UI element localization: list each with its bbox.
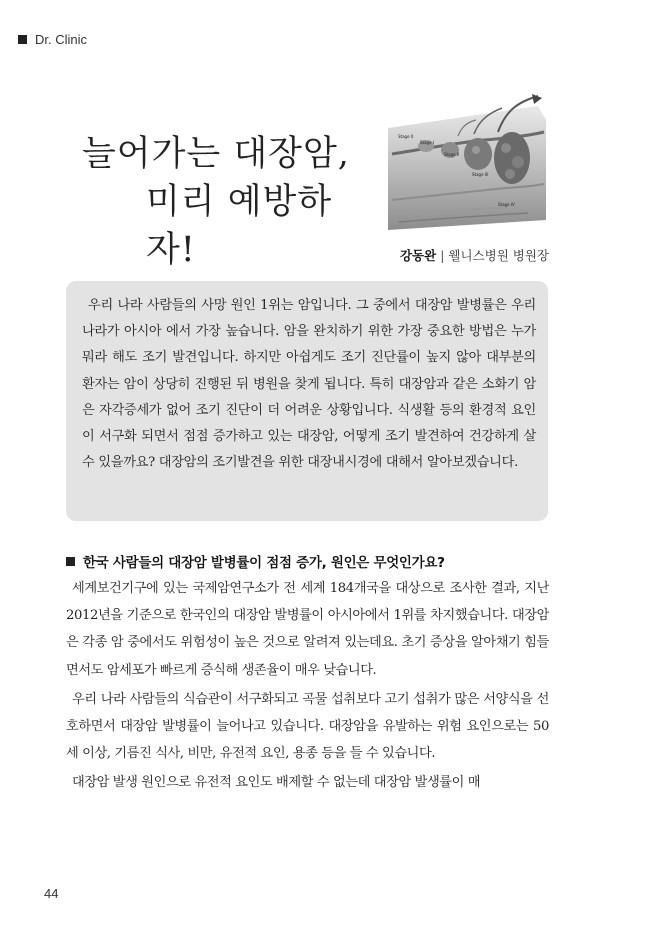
stage-2-label: Stage II: [444, 152, 460, 157]
author-name: 강동완: [399, 248, 437, 263]
article-body: [66, 575, 549, 799]
author-separator: |: [440, 248, 445, 263]
page-number: 44: [44, 886, 59, 901]
stage-3-label: Stage III: [472, 172, 489, 177]
title-line-1: 늘어가는 대장암,: [82, 134, 350, 174]
title-line-2: 미리 예방하자!: [146, 182, 333, 270]
section-heading-text: 한국 사람들의 대장암 발병률이 점점 증가, 원인은 무엇인가요?: [83, 555, 445, 571]
colon-cancer-illustration: [388, 92, 546, 232]
paragraph: 우리 나라 사람들의 식습관이 서구화되고 곡물 섭취보다 고기 섭취가 많은 서양식을 선호하면서 대장암 발병률이 늘어나고 있습니다. 대장암을 유발하는 위험 요인으로는 50세 이상, 기름진 식사, 비만, 유전적 요인, 용종 등을 들 수 있습니다.: [66, 691, 549, 762]
article-title: [60, 130, 380, 274]
stage-4-label: Stage IV: [498, 202, 515, 207]
section-label: Dr. Clinic: [35, 32, 88, 47]
square-bullet-icon: [18, 35, 27, 44]
square-bullet-icon: [66, 557, 75, 566]
stage-0-label: Stage 0: [398, 134, 414, 139]
paragraph: 세계보건기구에 있는 국제암연구소가 전 세계 184개국을 대상으로 조사한 결과, 지난 2012년을 기준으로 한국인의 대장암 발병률이 아시아에서 1위를 차지했습니다. 대장암은 각종 암 중에서도 위험성이 높은 것으로 알려져 있는데요. 초기 증상을 알아채기 힘들면서도 암세포가 빠르게 증식해 생존율이 매우 낮습니다.: [66, 581, 549, 678]
author-byline: [400, 246, 549, 264]
section-header: [18, 32, 87, 47]
stage-1-label: Stage I: [420, 140, 435, 145]
author-affiliation: 웰니스병원 병원장: [448, 248, 549, 263]
paragraph: 대장암 발생 원인으로 유전적 요인도 배제할 수 없는데 대장암 발생률이 매: [72, 775, 481, 791]
summary-box: 우리 나라 사람들의 사망 원인 1위는 암입니다. 그 중에서 대장암 발병률은 우리나라가 아시아 에서 가장 높습니다. 암을 완치하기 위한 가장 중요한 방법은 누가 뭐라 해도 조기 발견입니다. 하지만 아쉽게도 조기 진단률이 높지 않아 대부분의 환자는 암이 상당히 진행된 뒤 병원을 찾게 됩니다. 특히 대장암과 같은 소화기 암은 자각증세가 없어 조기 진단이 더 어려운 상황입니다. 식생활 등의 환경적 요인이 서구화 되면서 점점 증가하고 있는 대장암, 어떻게 조기 발견하여 건강하게 살 수 있을까요? 대장암의 조기발견을 위한 대장내시경에 대해서 알아보겠습니다.: [66, 281, 548, 521]
section-heading: [66, 551, 445, 571]
